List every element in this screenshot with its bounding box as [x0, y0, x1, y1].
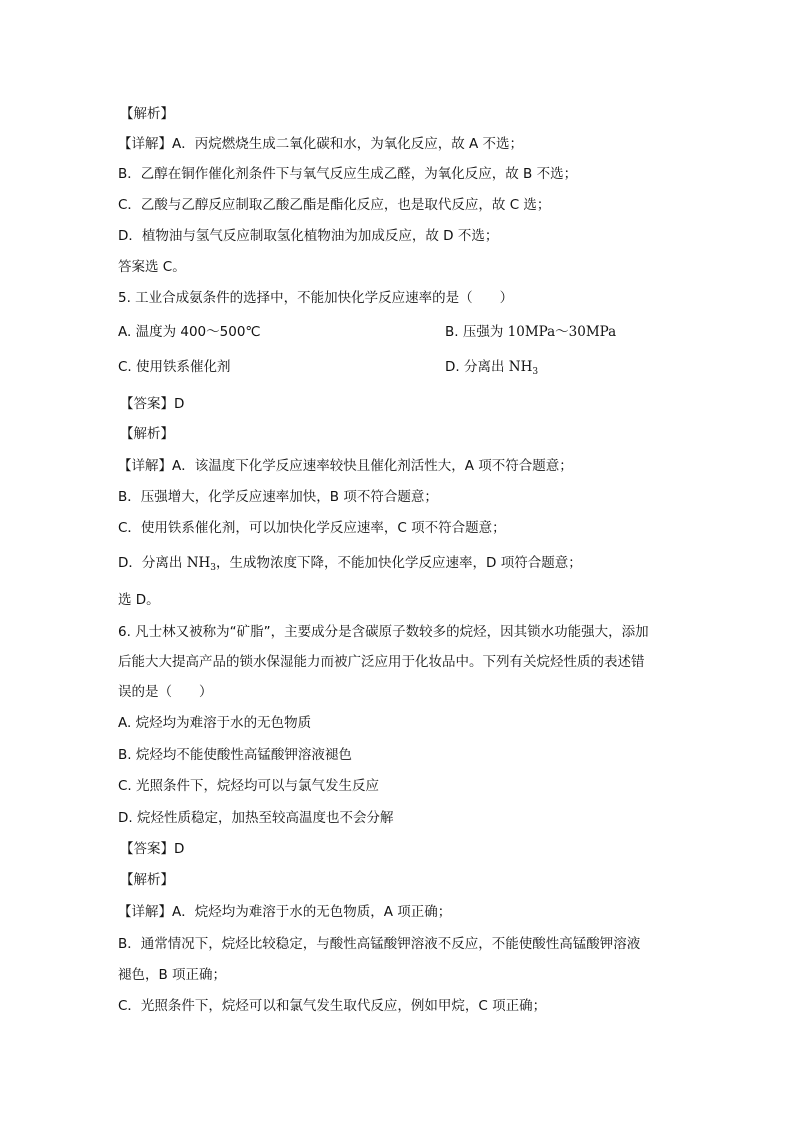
q6-stem-line3: 误的是（ ）: [118, 684, 213, 700]
q5-detail-d-suffix: ，生成物浓度下降，不能加快化学反应速率，D 项符合题意；: [216, 555, 582, 571]
q6-detail-b-line1: B．通常情况下，烷烃比较稳定，与酸性高锰酸钾溶液不反应，不能使酸性高锰酸钾溶液: [118, 936, 641, 952]
q6-analysis-label: 【解析】: [120, 872, 174, 888]
q5-detail-b: B．压强增大，化学反应速率加快，B 项不符合题意；: [118, 489, 438, 505]
q5-option-b-prefix: B. 压强为: [445, 324, 508, 340]
q5-stem: 5. 工业合成氨条件的选择中，不能加快化学反应速率的是（ ）: [118, 290, 514, 306]
q5-option-d-sub: 3: [532, 367, 539, 377]
analysis-label: 【解析】: [120, 106, 174, 122]
q5-detail-a: 【详解】A．该温度下化学反应速率较快且催化剂活性大，A 项不符合题意；: [118, 458, 573, 474]
detail-a: 【详解】A．丙烷燃烧生成二氧化碳和水，为氧化反应，故 A 不选；: [118, 136, 524, 152]
q5-answer: 【答案】D: [120, 396, 185, 412]
q5-detail-c: C．使用铁系催化剂，可以加快化学反应速率，C 项不符合题意；: [118, 520, 506, 536]
q5-option-a: A. 温度为 400～500℃: [118, 324, 261, 340]
detail-d: D．植物油与氢气反应制取氢化植物油为加成反应，故 D 不选；: [118, 228, 499, 244]
detail-c: C．乙酸与乙醇反应制取乙酸乙酯是酯化反应，也是取代反应，故 C 选；: [118, 197, 551, 213]
q5-detail-d-sub: 3: [210, 563, 217, 573]
q5-option-b-value: 10MPa～30MPa: [507, 324, 617, 340]
q6-option-b: B. 烷烃均不能使酸性高锰酸钾溶液褪色: [118, 747, 352, 763]
q5-detail-d-prefix: D．分离出: [118, 555, 187, 571]
q5-option-d: [445, 357, 538, 382]
q5-option-d-prefix: D. 分离出: [445, 359, 509, 375]
q6-detail-c: C．光照条件下，烷烃可以和氯气发生取代反应，例如甲烷，C 项正确；: [118, 998, 547, 1014]
q5-conclusion: 选 D。: [118, 592, 160, 608]
q5-option-d-formula: NH: [508, 359, 533, 375]
conclusion: 答案选 C。: [118, 259, 186, 275]
q5-option-c: C. 使用铁系催化剂: [118, 359, 231, 375]
q6-option-d: D. 烷烃性质稳定，加热至较高温度也不会分解: [118, 810, 394, 826]
q6-stem-line1: 6. 凡士林又被称为“矿脂”，主要成分是含碳原子数较多的烷烃，因其锁水功能强大，添加: [118, 624, 649, 640]
q6-detail-b-line2: 褪色，B 项正确；: [118, 967, 227, 983]
q6-stem-line2: 后能大大提高产品的锁水保湿能力而被广泛应用于化妆品中。下列有关烷烃性质的表述错: [118, 654, 645, 670]
detail-b: B．乙醇在铜作催化剂条件下与氧气反应生成乙醛，为氧化反应，故 B 不选；: [118, 166, 578, 182]
q5-analysis-label: 【解析】: [120, 426, 174, 442]
q5-option-b: [445, 322, 616, 342]
q5-detail-d: [118, 553, 582, 578]
q5-detail-d-formula: NH: [186, 555, 211, 571]
q6-option-a: A. 烷烃均为难溶于水的无色物质: [118, 715, 312, 731]
q6-answer: 【答案】D: [120, 841, 185, 857]
q6-option-c: C. 光照条件下，烷烃均可以与氯气发生反应: [118, 778, 380, 794]
q6-detail-a: 【详解】A．烷烃均为难溶于水的无色物质，A 项正确；: [118, 904, 452, 920]
